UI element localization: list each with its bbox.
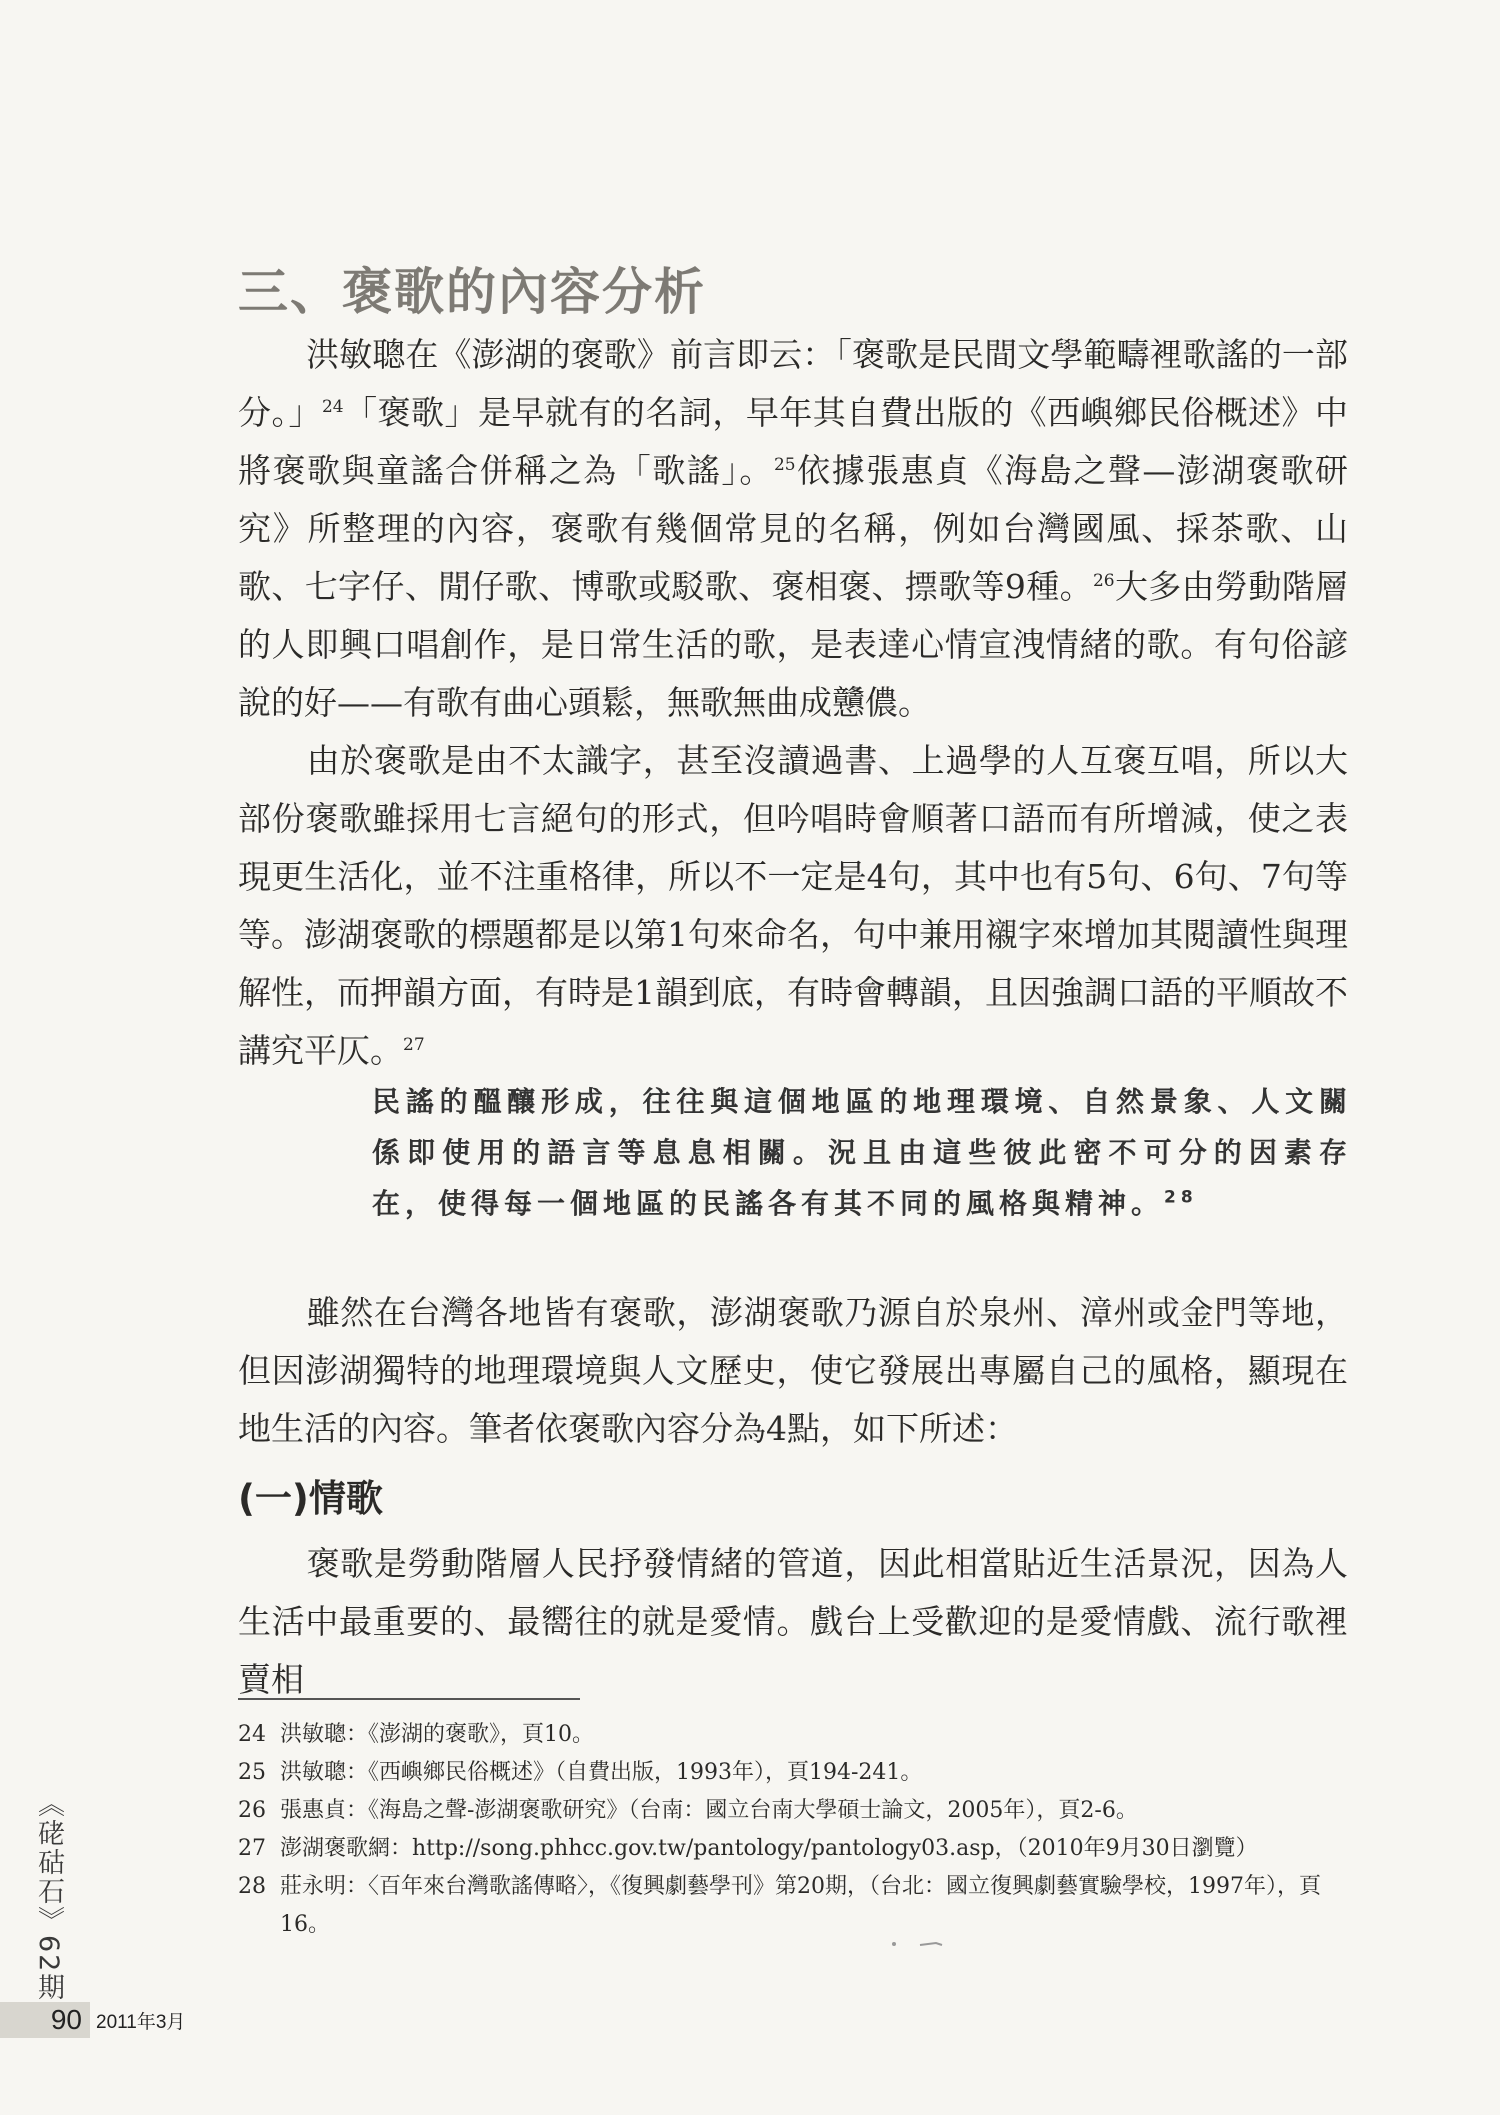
- footnote-text: 洪敏聰：《澎湖的褒歌》，頁10。: [280, 1722, 594, 1747]
- block-quote-text: 民謠的醞釀形成，往往與這個地區的地理環境、自然景象、人文關係即使用的語言等息息相關。況且由這些彼此密不可分的因素存在，使得每一個地區的民謠各有其不同的風格與精神。: [372, 1085, 1352, 1220]
- page-number: 90: [0, 2002, 90, 2038]
- block-quote: [372, 1076, 1352, 1229]
- footnote-ref-26: 26: [1092, 571, 1115, 591]
- footnote-item: [238, 1868, 1348, 1944]
- paragraph-4-text: 褒歌是勞動階層人民抒發情緒的管道，因此相當貼近生活景況，因為人生活中最重要的、最嚮往的就是愛情。戲台上受歡迎的是愛情戲、流行歌裡賣相: [238, 1544, 1348, 1699]
- footnote-divider: [238, 1698, 580, 1700]
- footnote-number: 25: [238, 1760, 266, 1785]
- footnote-number: 28: [238, 1874, 266, 1899]
- journal-name-vertical: 《硓𥑮石》62期: [33, 1790, 64, 2003]
- footnote-text: 洪敏聰：《西嶼鄉民俗概述》（自費出版，1993年），頁194-241。: [280, 1760, 923, 1785]
- paragraph-3-text: 雖然在台灣各地皆有褒歌，澎湖褒歌乃源自於泉州、漳州或金門等地，但因澎湖獨特的地理環境與人文歷史，使它發展出專屬自己的風格，顯現在地生活的內容。筆者依褒歌內容分為4點，如下所述：: [238, 1293, 1348, 1448]
- section-title: 三、褒歌的內容分析: [238, 263, 706, 321]
- footnote-item: [238, 1754, 1348, 1792]
- paragraph-1-text-c: 依據張惠貞《海島之聲—澎湖褒歌研究》所整理的內容，褒歌有幾個常見的名稱，例如台灣國風、採茶歌、山歌、七字仔、閒仔歌、博歌或駁歌、褒相褒、摽歌等9種。: [238, 451, 1349, 606]
- footnote-ref-24: 24: [321, 397, 344, 417]
- page-folio: [0, 2002, 200, 2038]
- sub-heading: (一)情歌: [238, 1477, 383, 1520]
- paragraph-1-text-d: 大多由勞動階層的人即興口唱創作，是日常生活的歌，是表達心情宣洩情緒的歌。有句俗諺說的好——有歌有曲心頭鬆，無歌無曲成戇儂。: [238, 567, 1349, 722]
- footnote-list: [238, 1716, 1348, 1944]
- paragraph-2: [238, 732, 1348, 1080]
- footnote-text: 張惠貞：《海島之聲-澎湖褒歌研究》（台南：國立台南大學碩士論文，2005年），頁2-6。: [280, 1798, 1138, 1823]
- footnote-ref-25: 25: [773, 455, 796, 475]
- paragraph-1-text-b: 「褒歌」是早就有的名詞，早年其自費出版的《西嶼鄉民俗概述》中將褒歌與童謠合併稱之為「歌謠」。: [238, 393, 1349, 490]
- footnote-item: [238, 1716, 1348, 1754]
- paragraph-2-text: 由於褒歌是由不太識字，甚至沒讀過書、上過學的人互褒互唱，所以大部份褒歌雖採用七言絕句的形式，但吟唱時會順著口語而有所增減，使之表現更生活化，並不注重格律，所以不一定是4句，其中也有5句、6句、7句等等。澎湖褒歌的標題都是以第1句來命名，句中兼用襯字來增加其閱讀性與理解性，而押韻方面，有時是1韻到底，有時會轉韻，且因強調口語的平順故不講究平仄。: [238, 741, 1348, 1070]
- footnote-number: 26: [238, 1798, 266, 1823]
- footnote-ref-28: 28: [1164, 1187, 1198, 1208]
- footnote-number: 27: [238, 1836, 266, 1861]
- footnote-number: 24: [238, 1722, 266, 1747]
- footnote-ref-27: 27: [403, 1035, 425, 1055]
- footnote-text: 莊永明：〈百年來台灣歌謠傳略〉，《復興劇藝學刊》第20期，（台北：國立復興劇藝實驗學校，1997年），頁16。: [280, 1874, 1321, 1937]
- footnote-text: 澎湖褒歌網：http://song.phhcc.gov.tw/pantology/pantology03.asp，（2010年9月30日瀏覽）: [280, 1836, 1258, 1861]
- paragraph-4: [238, 1535, 1348, 1709]
- paragraph-1: [238, 326, 1348, 732]
- paragraph-1-text-a: 洪敏聰在《澎湖的褒歌》前言即云：「褒歌是民間文學範疇裡歌謠的一部分。」: [238, 335, 1348, 432]
- scan-speck-mark: [890, 1940, 950, 1948]
- paragraph-3: [238, 1284, 1348, 1458]
- footnote-item: [238, 1792, 1348, 1830]
- footnote-item: [238, 1830, 1348, 1868]
- issue-date: 2011年3月: [96, 2011, 186, 2033]
